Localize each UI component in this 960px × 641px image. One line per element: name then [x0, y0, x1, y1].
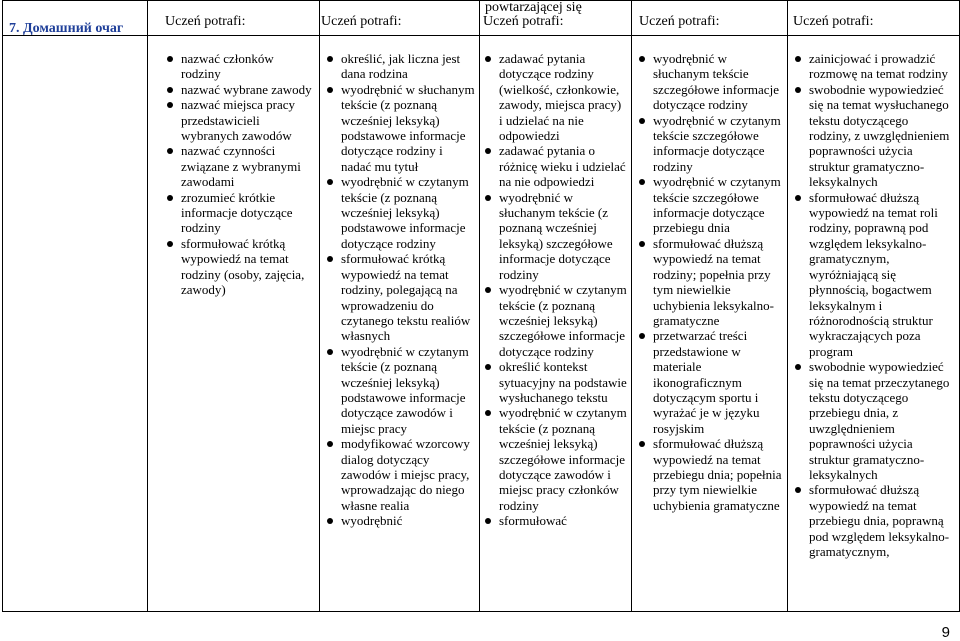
row-title: 7. Домашний очаг: [9, 21, 124, 36]
bullet-icon: [485, 410, 491, 416]
bullet-icon: [327, 518, 333, 524]
list-item: sformułować dłuższą wypowiedź na temat rodziny; popełnia przy tym niewielkie uchybienia leksykalno-gramatyczne: [637, 236, 785, 328]
bullet-icon: [795, 56, 801, 62]
bullet-icon: [485, 364, 491, 370]
bullet-icon: [639, 56, 645, 62]
bullet-icon: [639, 241, 645, 247]
list-item: wyodrębnić w słuchanym tekście szczegółowe informacje dotyczące rodziny: [637, 51, 785, 113]
list-item: sformułować krótką wypowiedź na temat rodziny, polegającą na wprowadzeniu do czytanego tekstu realiów własnych: [325, 251, 475, 343]
list-item: wyodrębnić w czytanym tekście (z poznaną wcześniej leksyką) podstawowe informacje dotyczące zawodów i miejsc pracy: [325, 344, 475, 436]
column-divider: [787, 1, 788, 611]
bullet-icon: [485, 195, 491, 201]
bullet-icon: [485, 148, 491, 154]
list-item: sformułować dłuższą wypowiedź na temat przebiegu dnia; popełnia przy tym niewielkie uchybienia gramatyczne: [637, 436, 785, 513]
bullet-icon: [795, 195, 801, 201]
bullet-icon: [485, 56, 491, 62]
column-header: Uczeń potrafi:: [639, 14, 720, 29]
list-item: określić kontekst sytuacyjny na podstawie wysłuchanego tekstu: [483, 359, 627, 405]
bullet-icon: [639, 441, 645, 447]
bullet-icon: [167, 195, 173, 201]
bullet-icon: [327, 441, 333, 447]
list-item: wyodrębnić w czytanym tekście (z poznaną wcześniej leksyką) szczegółowe informacje dotyczące zawodów i miejsc pracy członków rodziny: [483, 405, 627, 513]
column-divider: [631, 1, 632, 611]
column-header: Uczeń potrafi:: [321, 14, 402, 29]
bullet-icon: [327, 349, 333, 355]
bullet-icon: [485, 518, 491, 524]
list-item: nazwać wybrane zawody: [165, 82, 315, 97]
bullet-icon: [327, 87, 333, 93]
header-divider: [3, 35, 959, 36]
list-item: sformułować dłuższą wypowiedź na temat roli rodziny, poprawną pod względem leksykalno-gramatycznym, wyróżniającą się płynnością, bogactwem leksykalnym i różnorodnością struktur wykraczających poza program: [793, 190, 953, 359]
column-divider: [147, 1, 148, 611]
list-item: wyodrębnić: [325, 513, 475, 528]
skills-column: [637, 51, 785, 513]
column-header: Uczeń potrafi:: [793, 14, 874, 29]
header-fragment: powtarzającej się: [485, 0, 582, 15]
bullet-icon: [795, 487, 801, 493]
bullet-icon: [795, 364, 801, 370]
bullet-icon: [327, 179, 333, 185]
bullet-icon: [167, 102, 173, 108]
bullet-icon: [639, 179, 645, 185]
bullet-icon: [639, 333, 645, 339]
list-item: wyodrębnić w czytanym tekście (z poznaną wcześniej leksyką) podstawowe informacje dotyczące rodziny: [325, 174, 475, 251]
list-item: nazwać członków rodziny: [165, 51, 315, 82]
list-item: sformułować dłuższą wypowiedź na temat przebiegu dnia, poprawną pod względem leksykalno-gramatycznym,: [793, 482, 953, 559]
list-item: swobodnie wypowiedzieć się na temat przeczytanego tekstu dotyczącego przebiegu dnia, z uwzględnieniem poprawności użycia struktur gramatyczno-leksykalnych: [793, 359, 953, 482]
bullet-icon: [167, 56, 173, 62]
list-item: modyfikować wzorcowy dialog dotyczący zawodów i miejsc pracy, wprowadzając do niego własne realia: [325, 436, 475, 513]
list-item: określić, jak liczna jest dana rodzina: [325, 51, 475, 82]
skills-column: [793, 51, 953, 559]
skills-column: [325, 51, 475, 529]
list-item: wyodrębnić w czytanym tekście (z poznaną wcześniej leksyką) szczegółowe informacje dotyczące rodziny: [483, 282, 627, 359]
list-item: nazwać czynności związane z wybranymi zawodami: [165, 143, 315, 189]
bullet-icon: [167, 148, 173, 154]
page-number: 9: [941, 624, 950, 641]
bullet-icon: [167, 241, 173, 247]
column-divider: [319, 1, 320, 611]
list-item: zrozumieć krótkie informacje dotyczące rodziny: [165, 190, 315, 236]
bullet-icon: [167, 87, 173, 93]
bullet-icon: [639, 118, 645, 124]
list-item: nazwać miejsca pracy przedstawicieli wybranych zawodów: [165, 97, 315, 143]
list-item: zadawać pytania dotyczące rodziny (wielkość, członkowie, zawody, miejsca pracy) i udzielać na nie odpowiedzi: [483, 51, 627, 143]
column-divider: [479, 1, 480, 611]
skills-column: [165, 51, 315, 298]
column-header: Uczeń potrafi:: [165, 14, 246, 29]
bullet-icon: [327, 56, 333, 62]
bullet-icon: [795, 87, 801, 93]
list-item: swobodnie wypowiedzieć się na temat wysłuchanego tekstu dotyczącego rodziny, z uwzględnieniem poprawności użycia struktur gramatyczno-leksykalnych: [793, 82, 953, 190]
list-item: wyodrębnić w słuchanym tekście (z poznaną wcześniej leksyką) podstawowe informacje dotyczące rodziny i nadać mu tytuł: [325, 82, 475, 174]
curriculum-table: [2, 0, 960, 612]
list-item: przetwarzać treści przedstawione w materiale ikonograficznym dotyczącym sportu i wyrażać je w języku rosyjskim: [637, 328, 785, 436]
list-item: wyodrębnić w słuchanym tekście (z poznaną wcześniej leksyką) szczegółowe informacje dotyczące rodziny: [483, 190, 627, 282]
list-item: sformułować krótką wypowiedź na temat rodziny (osoby, zajęcia, zawody): [165, 236, 315, 298]
list-item: zadawać pytania o różnicę wieku i udzielać na nie odpowiedzi: [483, 143, 627, 189]
bullet-icon: [485, 287, 491, 293]
skills-column: [483, 51, 627, 529]
list-item: wyodrębnić w czytanym tekście szczegółowe informacje dotyczące przebiegu dnia: [637, 174, 785, 236]
list-item: zainicjować i prowadzić rozmowę na temat rodziny: [793, 51, 953, 82]
list-item: wyodrębnić w czytanym tekście szczegółowe informacje dotyczące rodziny: [637, 113, 785, 175]
list-item: sformułować: [483, 513, 627, 528]
bullet-icon: [327, 256, 333, 262]
column-header: Uczeń potrafi:: [483, 14, 564, 29]
